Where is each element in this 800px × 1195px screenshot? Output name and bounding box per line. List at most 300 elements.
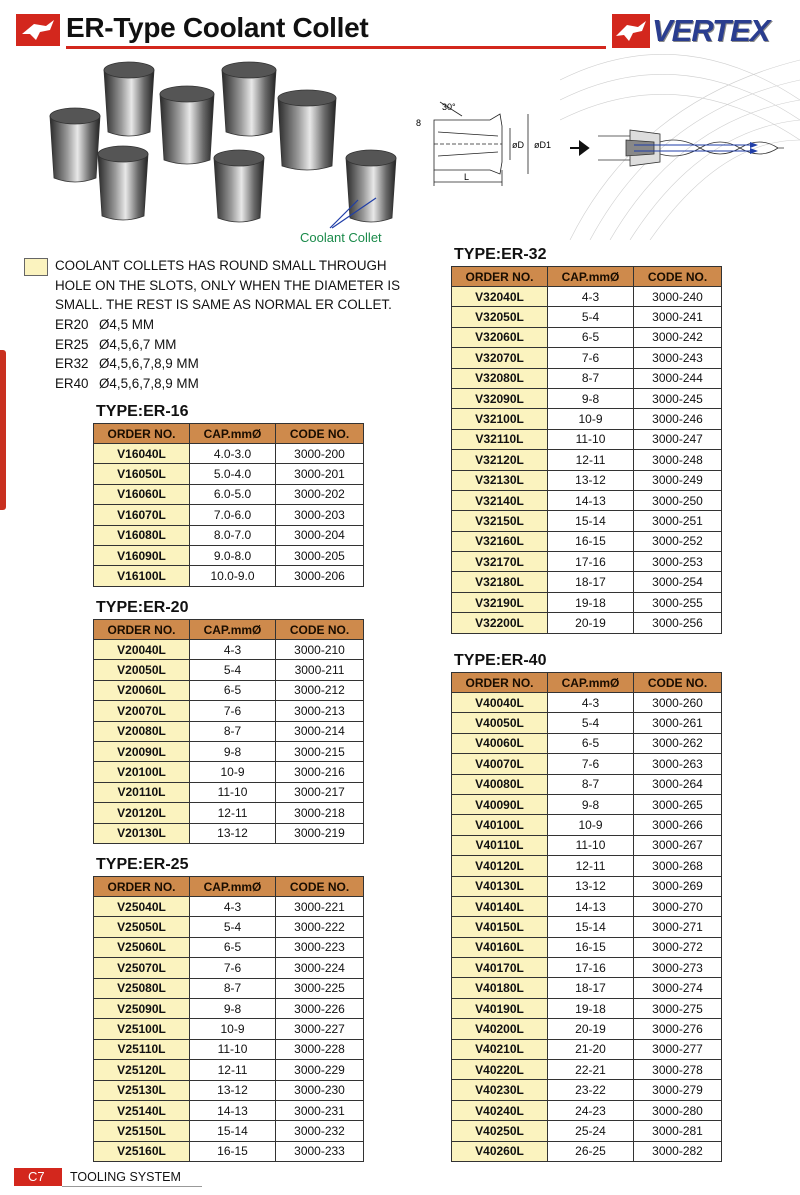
capacity-cell: 9-8 [548,388,634,408]
code-no-cell: 3000-276 [634,1019,722,1039]
capacity-cell: 14-13 [548,490,634,510]
table-row [452,937,722,957]
table-row [452,511,722,531]
code-no-cell: 3000-225 [276,978,364,998]
code-no-cell: 3000-204 [276,525,364,545]
order-no-cell: V32090L [452,388,548,408]
table-row [94,545,364,565]
capacity-cell: 7-6 [190,958,276,978]
column-header: ORDER NO. [94,620,190,640]
table-row [452,917,722,937]
table-row [452,1121,722,1141]
capacity-cell: 17-16 [548,552,634,572]
coolant-flow-assembly-drawing [570,118,790,178]
capacity-cell: 7.0-6.0 [190,505,276,525]
footer-rule [62,1186,202,1187]
code-no-cell: 3000-228 [276,1039,364,1059]
order-no-cell: V25080L [94,978,190,998]
capacity-cell: 17-16 [548,958,634,978]
table-row [452,896,722,916]
table-row [94,1039,364,1059]
table-row [452,450,722,470]
code-no-cell: 3000-270 [634,896,722,916]
capacity-cell: 10-9 [548,409,634,429]
size-row [55,374,199,394]
code-no-cell: 3000-263 [634,754,722,774]
order-no-cell: V32080L [452,368,548,388]
code-no-cell: 3000-201 [276,464,364,484]
column-header: ORDER NO. [94,877,190,897]
table-row [94,1019,364,1039]
table-row [452,1100,722,1120]
order-no-cell: V25130L [94,1080,190,1100]
capacity-cell: 18-17 [548,572,634,592]
code-no-cell: 3000-253 [634,552,722,572]
code-no-cell: 3000-272 [634,937,722,957]
order-no-cell: V25160L [94,1141,190,1161]
capacity-cell: 8-7 [190,721,276,741]
er40-title: TYPE:ER-40 [454,652,547,669]
capacity-cell: 11-10 [190,782,276,802]
table-row [452,572,722,592]
table-row [94,464,364,484]
code-no-cell: 3000-273 [634,958,722,978]
table-row [452,490,722,510]
note-line: SMALL. THE REST IS SAME AS NORMAL ER COLLET. [55,297,392,312]
order-no-cell: V40090L [452,794,548,814]
code-no-cell: 3000-247 [634,429,722,449]
capacity-cell: 14-13 [548,896,634,916]
capacity-cell: 22-21 [548,1060,634,1080]
table-row [94,937,364,957]
order-no-cell: V20100L [94,762,190,782]
table-row [94,505,364,525]
order-no-cell: V40150L [452,917,548,937]
capacity-cell: 12-11 [190,803,276,823]
capacity-cell: 4.0-3.0 [190,444,276,464]
order-no-cell: V25110L [94,1039,190,1059]
table-row [452,693,722,713]
order-no-cell: V40040L [452,693,548,713]
order-no-cell: V20120L [94,803,190,823]
order-no-cell: V25120L [94,1060,190,1080]
table-row [452,368,722,388]
capacity-cell: 7-6 [548,754,634,774]
order-no-cell: V25140L [94,1100,190,1120]
note-line: COOLANT COLLETS HAS ROUND SMALL THROUGH [55,258,387,273]
collet-dimension-drawing [410,92,570,192]
capacity-cell: 6-5 [190,937,276,957]
column-header: CAP.mmØ [190,877,276,897]
table-row [452,794,722,814]
size-row [55,354,199,374]
er32-table [451,266,722,634]
code-no-cell: 3000-227 [276,1019,364,1039]
code-no-cell: 3000-216 [276,762,364,782]
code-no-cell: 3000-224 [276,958,364,978]
order-no-cell: V40050L [452,713,548,733]
order-no-cell: V40080L [452,774,548,794]
code-no-cell: 3000-260 [634,693,722,713]
capacity-cell: 4-3 [190,897,276,917]
drawing-angle-label: 30° [442,102,456,112]
column-header: CODE NO. [276,620,364,640]
code-no-cell: 3000-214 [276,721,364,741]
column-header: ORDER NO. [452,673,548,693]
order-no-cell: V20050L [94,660,190,680]
code-no-cell: 3000-245 [634,388,722,408]
section-side-tab [0,350,6,510]
er16-table [93,423,364,587]
er25-title: TYPE:ER-25 [96,856,189,873]
order-no-cell: V20040L [94,640,190,660]
table-row [94,1080,364,1100]
table-header-row [94,424,364,444]
table-header-row [452,267,722,287]
table-row [94,660,364,680]
order-no-cell: V40120L [452,856,548,876]
capacity-cell: 6-5 [548,327,634,347]
table-row [452,835,722,855]
table-row [452,1019,722,1039]
capacity-cell: 10-9 [548,815,634,835]
capacity-cell: 12-11 [548,450,634,470]
eagle-logo-icon [16,14,60,46]
code-no-cell: 3000-244 [634,368,722,388]
order-no-cell: V40130L [452,876,548,896]
code-no-cell: 3000-249 [634,470,722,490]
code-no-cell: 3000-213 [276,701,364,721]
order-no-cell: V40160L [452,937,548,957]
table-row [94,897,364,917]
capacity-cell: 8-7 [190,978,276,998]
table-row [452,592,722,612]
order-no-cell: V32070L [452,348,548,368]
code-no-cell: 3000-278 [634,1060,722,1080]
code-no-cell: 3000-219 [276,823,364,843]
er20-table [93,619,364,844]
code-no-cell: 3000-229 [276,1060,364,1080]
order-no-cell: V40100L [452,815,548,835]
order-no-cell: V25040L [94,897,190,917]
order-no-cell: V16060L [94,484,190,504]
code-no-cell: 3000-282 [634,1141,722,1161]
table-row [452,1141,722,1161]
code-no-cell: 3000-217 [276,782,364,802]
capacity-cell: 8.0-7.0 [190,525,276,545]
table-row [452,876,722,896]
capacity-cell: 11-10 [548,835,634,855]
capacity-cell: 20-19 [548,613,634,633]
code-no-cell: 3000-265 [634,794,722,814]
order-no-cell: V25050L [94,917,190,937]
capacity-cell: 23-22 [548,1080,634,1100]
table-row [452,1039,722,1059]
footer-section: TOOLING SYSTEM [70,1170,181,1184]
order-no-cell: V32160L [452,531,548,551]
er40-table [451,672,722,1162]
table-row [452,1060,722,1080]
code-no-cell: 3000-222 [276,917,364,937]
code-no-cell: 3000-274 [634,978,722,998]
table-row [94,958,364,978]
brand-eagle-icon [612,14,650,48]
size-dims: Ø4,5,6,7 MM [99,336,177,352]
coolant-note [55,256,435,315]
code-no-cell: 3000-242 [634,327,722,347]
capacity-cell: 9-8 [190,741,276,761]
capacity-cell: 16-15 [548,937,634,957]
column-header: CODE NO. [276,877,364,897]
size-type: ER25 [55,336,89,352]
table-row [452,388,722,408]
table-row [94,1121,364,1141]
capacity-cell: 10.0-9.0 [190,566,276,586]
table-row [94,803,364,823]
capacity-cell: 5-4 [548,307,634,327]
code-no-cell: 3000-266 [634,815,722,835]
size-type: ER32 [55,356,89,371]
page-title: ER-Type Coolant Collet [66,12,369,43]
capacity-cell: 6.0-5.0 [190,484,276,504]
table-row [452,327,722,347]
table-row [94,782,364,802]
order-no-cell: V16040L [94,444,190,464]
capacity-cell: 20-19 [548,1019,634,1039]
capacity-cell: 4-3 [190,640,276,660]
order-no-cell: V16070L [94,505,190,525]
capacity-cell: 16-15 [548,531,634,551]
capacity-cell: 10-9 [190,1019,276,1039]
code-no-cell: 3000-254 [634,572,722,592]
code-no-cell: 3000-205 [276,545,364,565]
code-no-cell: 3000-241 [634,307,722,327]
collet-product-photo [40,58,410,233]
page-number: C7 [14,1168,62,1186]
table-row [452,307,722,327]
code-no-cell: 3000-279 [634,1080,722,1100]
code-no-cell: 3000-206 [276,566,364,586]
code-no-cell: 3000-262 [634,733,722,753]
column-header: ORDER NO. [452,267,548,287]
table-row [452,856,722,876]
capacity-cell: 9-8 [190,998,276,1018]
code-no-cell: 3000-275 [634,998,722,1018]
size-row [55,315,199,335]
order-no-cell: V20070L [94,701,190,721]
order-no-cell: V40070L [452,754,548,774]
code-no-cell: 3000-203 [276,505,364,525]
order-no-cell: V32200L [452,613,548,633]
table-row [452,958,722,978]
code-no-cell: 3000-277 [634,1039,722,1059]
capacity-cell: 15-14 [548,917,634,937]
order-no-cell: V20110L [94,782,190,802]
table-row [94,1060,364,1080]
code-no-cell: 3000-218 [276,803,364,823]
code-no-cell: 3000-261 [634,713,722,733]
table-row [94,525,364,545]
capacity-cell: 13-12 [548,876,634,896]
code-no-cell: 3000-256 [634,613,722,633]
table-row [94,978,364,998]
capacity-cell: 5-4 [548,713,634,733]
code-no-cell: 3000-252 [634,531,722,551]
capacity-cell: 15-14 [190,1121,276,1141]
order-no-cell: V16100L [94,566,190,586]
order-no-cell: V40140L [452,896,548,916]
capacity-cell: 13-12 [190,1080,276,1100]
code-no-cell: 3000-200 [276,444,364,464]
code-no-cell: 3000-231 [276,1100,364,1120]
code-no-cell: 3000-243 [634,348,722,368]
table-row [452,713,722,733]
order-no-cell: V40220L [452,1060,548,1080]
order-no-cell: V40110L [452,835,548,855]
capacity-cell: 13-12 [190,823,276,843]
order-no-cell: V40240L [452,1100,548,1120]
code-no-cell: 3000-240 [634,287,722,307]
order-no-cell: V32170L [452,552,548,572]
table-row [94,640,364,660]
drawing-length-label: L [464,172,470,182]
order-no-cell: V40190L [452,998,548,1018]
capacity-cell: 9-8 [548,794,634,814]
collet-caption: Coolant Collet [300,230,382,245]
code-no-cell: 3000-255 [634,592,722,612]
table-row [452,754,722,774]
order-no-cell: V32110L [452,429,548,449]
capacity-cell: 19-18 [548,998,634,1018]
column-header: CAP.mmØ [190,424,276,444]
order-no-cell: V32050L [452,307,548,327]
capacity-cell: 7-6 [548,348,634,368]
table-row [94,1141,364,1161]
code-no-cell: 3000-230 [276,1080,364,1100]
order-no-cell: V40060L [452,733,548,753]
code-no-cell: 3000-248 [634,450,722,470]
table-row [452,348,722,368]
capacity-cell: 14-13 [190,1100,276,1120]
capacity-cell: 16-15 [190,1141,276,1161]
order-no-cell: V16050L [94,464,190,484]
order-no-cell: V40180L [452,978,548,998]
column-header: CAP.mmØ [548,267,634,287]
table-row [452,774,722,794]
order-no-cell: V20080L [94,721,190,741]
er25-table [93,876,364,1162]
code-no-cell: 3000-251 [634,511,722,531]
size-dims: Ø4,5,6,7,8,9 MM [99,356,199,371]
capacity-cell: 5.0-4.0 [190,464,276,484]
column-header: CODE NO. [634,267,722,287]
table-row [452,733,722,753]
column-header: ORDER NO. [94,424,190,444]
table-row [94,484,364,504]
column-header: CAP.mmØ [548,673,634,693]
capacity-cell: 6-5 [190,680,276,700]
capacity-cell: 5-4 [190,917,276,937]
code-no-cell: 3000-223 [276,937,364,957]
coolant-hole-sizes [55,315,199,393]
code-no-cell: 3000-210 [276,640,364,660]
order-no-cell: V32140L [452,490,548,510]
capacity-cell: 7-6 [190,701,276,721]
table-row [452,552,722,572]
table-row [94,721,364,741]
table-row [452,613,722,633]
order-no-cell: V16080L [94,525,190,545]
table-row [452,1080,722,1100]
capacity-cell: 10-9 [190,762,276,782]
code-no-cell: 3000-215 [276,741,364,761]
capacity-cell: 13-12 [548,470,634,490]
capacity-cell: 15-14 [548,511,634,531]
code-no-cell: 3000-267 [634,835,722,855]
order-no-cell: V32040L [452,287,548,307]
order-no-cell: V32150L [452,511,548,531]
size-type: ER20 [55,317,89,332]
table-header-row [452,673,722,693]
note-color-swatch [24,258,48,276]
order-no-cell: V25060L [94,937,190,957]
capacity-cell: 12-11 [190,1060,276,1080]
order-no-cell: V32180L [452,572,548,592]
table-row [94,998,364,1018]
table-row [452,470,722,490]
order-no-cell: V32130L [452,470,548,490]
capacity-cell: 9.0-8.0 [190,545,276,565]
note-line: HOLE ON THE SLOTS, ONLY WHEN THE DIAMETER IS [55,277,400,293]
table-row [452,998,722,1018]
table-row [94,444,364,464]
er32-title: TYPE:ER-32 [454,246,547,263]
table-row [94,917,364,937]
order-no-cell: V25100L [94,1019,190,1039]
drawing-inner-diameter-label: øD [512,140,524,150]
order-no-cell: V40170L [452,958,548,978]
er20-title: TYPE:ER-20 [96,599,189,616]
title-underline [66,46,606,49]
vertex-brand-logo [612,14,792,48]
code-no-cell: 3000-202 [276,484,364,504]
size-type: ER40 [55,375,89,391]
size-dims: Ø4,5 MM [99,317,155,332]
column-header: CAP.mmØ [190,620,276,640]
code-no-cell: 3000-264 [634,774,722,794]
code-no-cell: 3000-221 [276,897,364,917]
capacity-cell: 4-3 [548,287,634,307]
order-no-cell: V32100L [452,409,548,429]
capacity-cell: 11-10 [548,429,634,449]
capacity-cell: 24-23 [548,1100,634,1120]
table-header-row [94,620,364,640]
code-no-cell: 3000-271 [634,917,722,937]
capacity-cell: 8-7 [548,368,634,388]
drawing-height-label: 8 [416,118,422,128]
table-row [452,531,722,551]
code-no-cell: 3000-281 [634,1121,722,1141]
table-row [94,741,364,761]
code-no-cell: 3000-212 [276,680,364,700]
table-row [452,429,722,449]
code-no-cell: 3000-232 [276,1121,364,1141]
capacity-cell: 5-4 [190,660,276,680]
table-row [94,1100,364,1120]
capacity-cell: 6-5 [548,733,634,753]
capacity-cell: 8-7 [548,774,634,794]
order-no-cell: V40260L [452,1141,548,1161]
